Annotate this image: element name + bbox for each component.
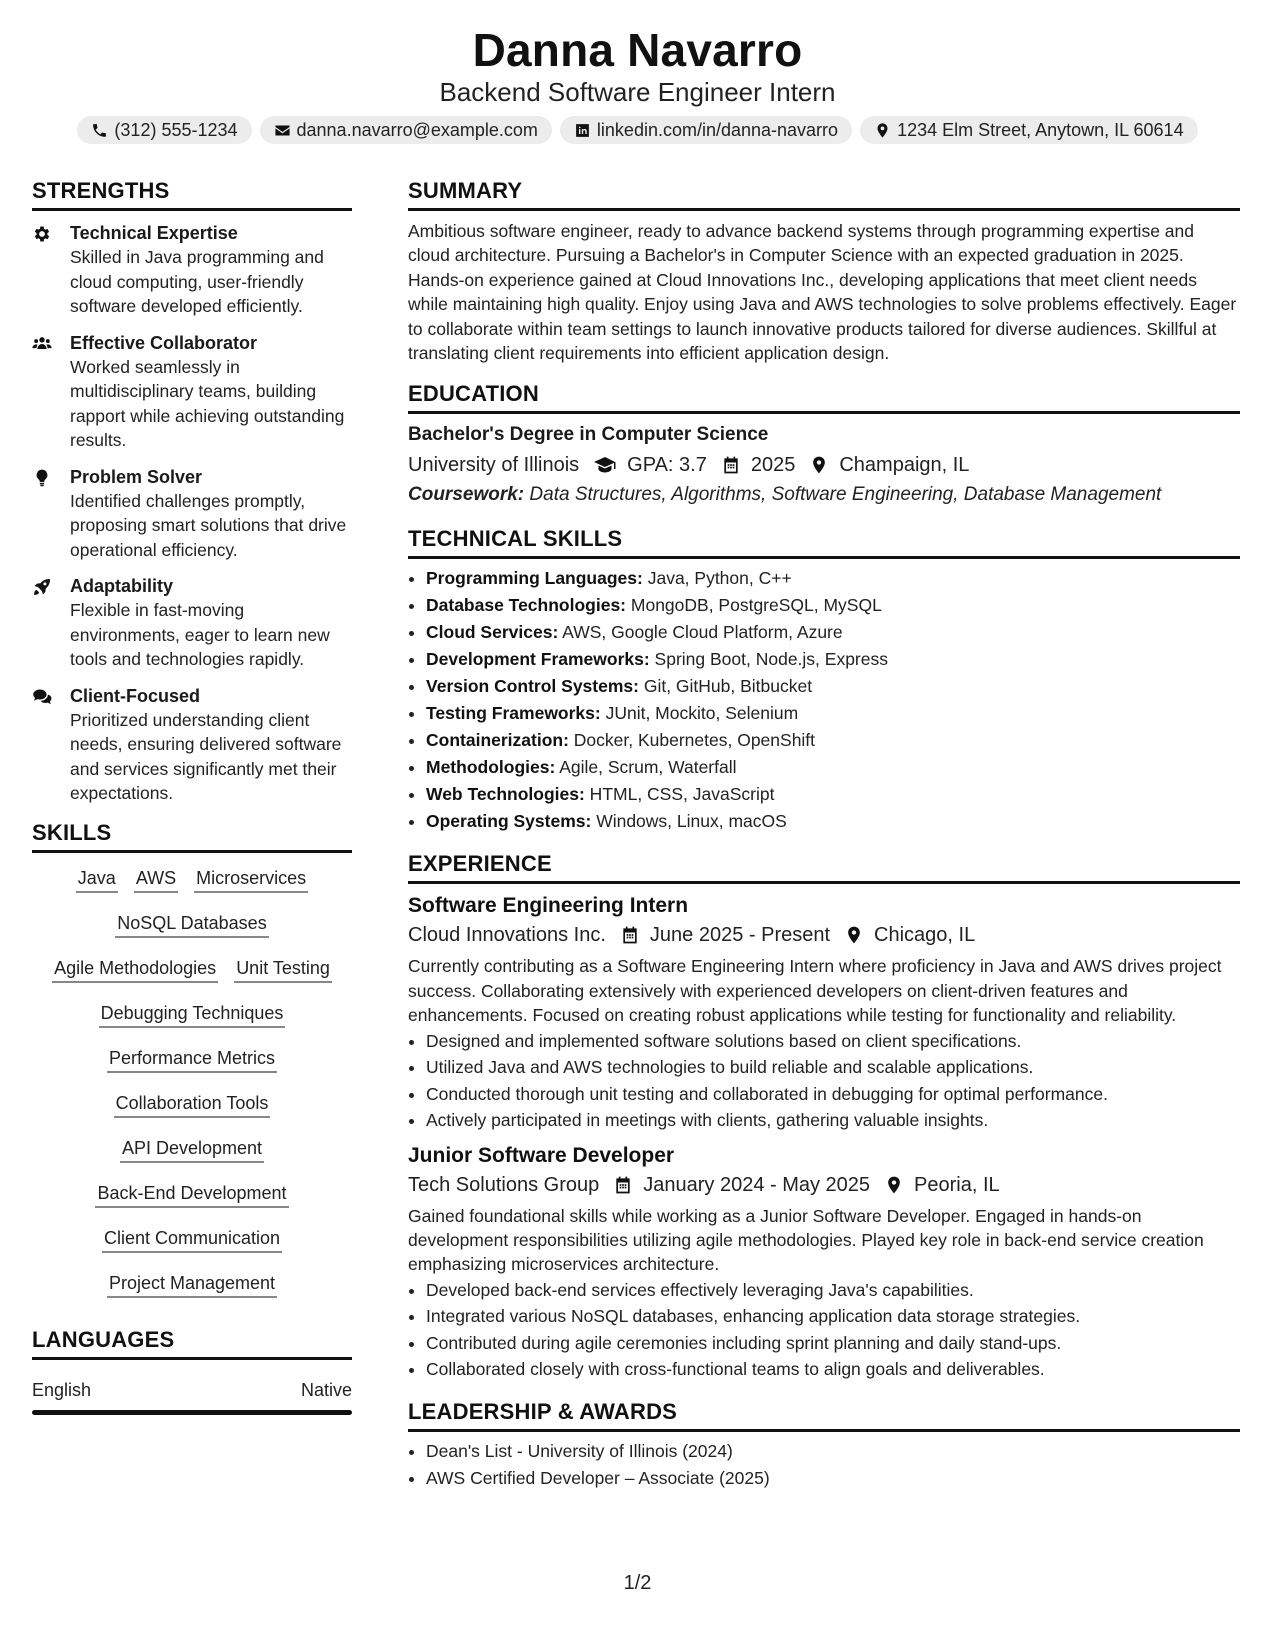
- section-divider: [32, 208, 352, 211]
- contact-phone-text: (312) 555-1234: [114, 120, 238, 140]
- skills-row: [32, 1270, 352, 1315]
- strength-desc: Prioritized understanding client needs, ensuring delivered software and services significantly met their expectations.: [70, 709, 342, 803]
- skill-value: Windows, Linux, macOS: [591, 811, 787, 832]
- calendar-icon: [613, 1175, 633, 1195]
- phone-icon: [91, 122, 108, 139]
- coursework-label: Coursework:: [408, 484, 525, 506]
- skill-label: Containerization:: [426, 730, 569, 751]
- skill-chip: Collaboration Tools: [114, 1090, 271, 1118]
- candidate-name: Danna Navarro: [472, 24, 803, 76]
- school-name: University of Illinois: [408, 454, 580, 477]
- strength-title: Problem Solver: [70, 466, 203, 487]
- section-divider: [408, 411, 1240, 414]
- list-item: [426, 781, 1240, 808]
- leadership-heading: LEADERSHIP & AWARDS: [408, 1398, 678, 1424]
- skill-chip: AWS: [134, 865, 178, 893]
- degree-title: Bachelor's Degree in Computer Science: [408, 424, 769, 446]
- language-proficiency-bar: [32, 1410, 352, 1415]
- list-item: • Contributed during agile ceremonies including sprint planning and daily stand-ups.: [426, 1330, 1240, 1357]
- company-name: Cloud Innovations Inc.: [408, 924, 606, 947]
- skills-row: [32, 1045, 352, 1090]
- skill-chip: Client Communication: [102, 1225, 282, 1253]
- skill-chip: Debugging Techniques: [99, 1000, 286, 1028]
- skill-chip: NoSQL Databases: [115, 910, 268, 938]
- education-heading: EDUCATION: [408, 381, 539, 407]
- section-divider: [32, 850, 352, 853]
- job-title: Junior Software Developer: [408, 1143, 675, 1167]
- skill-value: AWS, Google Cloud Platform, Azure: [558, 622, 843, 643]
- leadership-list: [408, 1438, 1240, 1492]
- skill-value: Spring Boot, Node.js, Express: [649, 649, 888, 670]
- graduation-cap-icon: [593, 453, 617, 477]
- section-divider: [408, 208, 1240, 211]
- job-dates: June 2025 - Present: [649, 924, 831, 947]
- job-summary: Currently contributing as a Software Engineering Intern where proficiency in Java and AWS drives project success. Collaborating extensively with experienced developers on client-driven features and enhancements. Focused on creating robust applications while testing for functionality and reliability.: [408, 956, 1222, 1026]
- map-pin-icon: [844, 925, 864, 945]
- language-item: [32, 1378, 352, 1402]
- list-item: • Collaborated closely with cross-functional teams to align goals and deliverables.: [426, 1356, 1240, 1383]
- skill-chip: Project Management: [107, 1270, 277, 1298]
- skill-chip: Agile Methodologies: [52, 955, 218, 983]
- contact-bar: [0, 116, 1275, 144]
- list-item: • Conducted thorough unit testing and collaborated in debugging for optimal performance.: [426, 1081, 1240, 1108]
- skill-label: Programming Languages:: [426, 568, 643, 589]
- list-item: [426, 565, 1240, 592]
- coursework-list: Data Structures, Algorithms, Software Engineering, Database Management: [524, 484, 1162, 506]
- page-number: 1/2: [623, 1572, 652, 1594]
- technical-skills-heading: TECHNICAL SKILLS: [408, 526, 623, 552]
- section-divider: [32, 1357, 352, 1360]
- gpa: GPA: 3.7: [627, 454, 707, 477]
- map-pin-icon: [809, 455, 829, 475]
- strength-item: [32, 221, 352, 319]
- job-summary: Gained foundational skills while working as a Junior Software Developer. Engaged in hands-on development responsibilities utilizing agile methodologies. Played key role in back-end service creation emphasizing microservices architecture.: [408, 1205, 1204, 1275]
- skill-label: Development Frameworks:: [426, 649, 650, 670]
- strength-item: [32, 465, 352, 563]
- skill-label: Methodologies:: [426, 757, 556, 778]
- list-item: [426, 619, 1240, 646]
- skill-value: Java, Python, C++: [642, 568, 792, 589]
- section-divider: [408, 1429, 1240, 1432]
- skill-chip: Microservices: [194, 865, 308, 893]
- skill-value: Docker, Kubernetes, OpenShift: [568, 730, 816, 751]
- job-entry: [408, 1142, 1240, 1383]
- skill-label: Cloud Services:: [426, 622, 559, 643]
- list-item: [426, 646, 1240, 673]
- language-name: English: [32, 1379, 92, 1400]
- strength-desc: Identified challenges promptly, proposing smart solutions that drive operational efficiency.: [70, 490, 347, 560]
- skill-value: HTML, CSS, JavaScript: [584, 784, 775, 805]
- skill-value: Git, GitHub, Bitbucket: [638, 676, 813, 697]
- contact-address[interactable]: [860, 116, 1198, 144]
- skill-chip: Unit Testing: [234, 955, 332, 983]
- calendar-icon: [620, 925, 640, 945]
- job-location: Chicago, IL: [874, 924, 976, 947]
- summary-heading: SUMMARY: [408, 178, 523, 203]
- skill-value: Agile, Scrum, Waterfall: [555, 757, 737, 778]
- envelope-icon: [274, 122, 291, 139]
- list-item: [426, 808, 1240, 835]
- rocket-icon: [32, 577, 52, 597]
- list-item: • Dean's List - University of Illinois (2024): [426, 1438, 1240, 1465]
- list-item: • Integrated various NoSQL databases, enhancing application data storage strategies.: [426, 1303, 1240, 1330]
- job-bullets: [408, 1028, 1240, 1134]
- skill-chip: API Development: [120, 1135, 264, 1163]
- coursework: [408, 480, 1240, 510]
- strength-title: Client-Focused: [70, 685, 201, 706]
- section-divider: [408, 881, 1240, 884]
- company-name: Tech Solutions Group: [408, 1173, 600, 1196]
- experience-heading: EXPERIENCE: [408, 851, 552, 877]
- map-pin-icon: [884, 1175, 904, 1195]
- list-item: [426, 700, 1240, 727]
- list-item: • Actively participated in meetings with clients, gathering valuable insights.: [426, 1107, 1240, 1134]
- language-level: Native: [300, 1379, 352, 1400]
- strengths-list: [32, 221, 352, 806]
- list-item: [426, 754, 1240, 781]
- skill-label: Testing Frameworks:: [426, 703, 601, 724]
- skills-row: [32, 1225, 352, 1270]
- languages-heading: LANGUAGES: [32, 1326, 175, 1352]
- education-meta: [408, 450, 1240, 480]
- list-item: • Developed back-end services effectively leveraging Java's capabilities.: [426, 1277, 1240, 1304]
- strength-title: Technical Expertise: [70, 223, 238, 243]
- list-item: [426, 673, 1240, 700]
- lightbulb-icon: [32, 468, 52, 488]
- contact-linkedin-text: linkedin.com/in/danna-navarro: [596, 120, 839, 140]
- left-column: [32, 176, 352, 1415]
- skills-row: [32, 1000, 352, 1045]
- skill-label: Operating Systems:: [426, 811, 592, 832]
- graduation-year: 2025: [750, 454, 796, 477]
- right-column: [408, 176, 1240, 1492]
- skills-row: [32, 1135, 352, 1180]
- skill-chip: Back-End Development: [95, 1180, 288, 1208]
- job-location: Peoria, IL: [914, 1173, 1000, 1196]
- comments-icon: [32, 687, 52, 707]
- skill-label: Web Technologies:: [426, 784, 585, 805]
- job-meta: [408, 1170, 1240, 1200]
- job-title: Software Engineering Intern: [408, 894, 689, 918]
- resume-header: [0, 0, 1275, 144]
- strength-item: [32, 331, 352, 453]
- section-divider: [408, 556, 1240, 559]
- users-icon: [32, 334, 52, 354]
- job-dates: January 2024 - May 2025: [643, 1173, 871, 1196]
- list-item: • Designed and implemented software solutions based on client specifications.: [426, 1028, 1240, 1055]
- list-item: [426, 727, 1240, 754]
- skills-row: [32, 910, 352, 955]
- job-meta: [408, 920, 1240, 950]
- contact-phone[interactable]: [77, 116, 251, 144]
- skill-value: MongoDB, PostgreSQL, MySQL: [626, 595, 882, 616]
- calendar-icon: [721, 455, 741, 475]
- skill-label: Database Technologies:: [426, 595, 627, 616]
- job-entry: [408, 892, 1240, 1133]
- strength-item: [32, 574, 352, 672]
- list-item: [426, 592, 1240, 619]
- strength-desc: Flexible in fast-moving environments, eager to learn new tools and technologies rapidly.: [70, 600, 330, 669]
- skills-list: [32, 865, 352, 1315]
- strength-desc: Skilled in Java programming and cloud computing, user-friendly software developed efficiently.: [70, 247, 324, 316]
- skill-chip: Performance Metrics: [107, 1045, 277, 1073]
- summary-text: Ambitious software engineer, ready to advance backend systems through programming expertise and cloud architecture. Pursuing a Bachelor's in Computer Science with an expected graduation in 2025. Hands-on experience gained at Cloud Innovations Inc., developing applications that meet client needs while maintaining high quality. Enjoy using Java and AWS technologies to solve problems effectively. Eager to collaborate within team settings to launch innovative products tailored for diverse audiences. Skillful at translating client requirements into efficient application design.: [408, 221, 1237, 364]
- strength-title: Effective Collaborator: [70, 332, 258, 353]
- skills-row: [32, 865, 352, 910]
- contact-linkedin[interactable]: [560, 116, 852, 144]
- strength-item: [32, 684, 352, 806]
- skills-row: [32, 1090, 352, 1135]
- list-item: • AWS Certified Developer – Associate (2025): [426, 1465, 1240, 1492]
- strength-desc: Worked seamlessly in multidisciplinary teams, building rapport while achieving outstanding results.: [70, 356, 345, 450]
- skill-label: Version Control Systems:: [426, 676, 639, 697]
- contact-email-text: danna.navarro@example.com: [296, 120, 538, 140]
- gear-icon: [32, 224, 52, 244]
- skill-chip: Java: [76, 865, 118, 893]
- map-pin-icon: [874, 122, 891, 139]
- skills-row: [32, 1180, 352, 1225]
- contact-email[interactable]: [260, 116, 552, 144]
- candidate-title: Backend Software Engineer Intern: [439, 77, 836, 107]
- contact-address-text: 1234 Elm Street, Anytown, IL 60614: [897, 120, 1184, 140]
- skill-value: JUnit, Mockito, Selenium: [600, 703, 799, 724]
- strength-title: Adaptability: [70, 576, 174, 596]
- linkedin-icon: [574, 122, 591, 139]
- skills-heading: SKILLS: [32, 819, 112, 845]
- job-bullets: [408, 1277, 1240, 1383]
- list-item: • Utilized Java and AWS technologies to build reliable and scalable applications.: [426, 1054, 1240, 1081]
- school-location: Champaign, IL: [839, 454, 970, 477]
- skills-row: [32, 955, 352, 1000]
- strengths-heading: STRENGTHS: [32, 178, 170, 203]
- technical-skills-list: [408, 565, 1240, 835]
